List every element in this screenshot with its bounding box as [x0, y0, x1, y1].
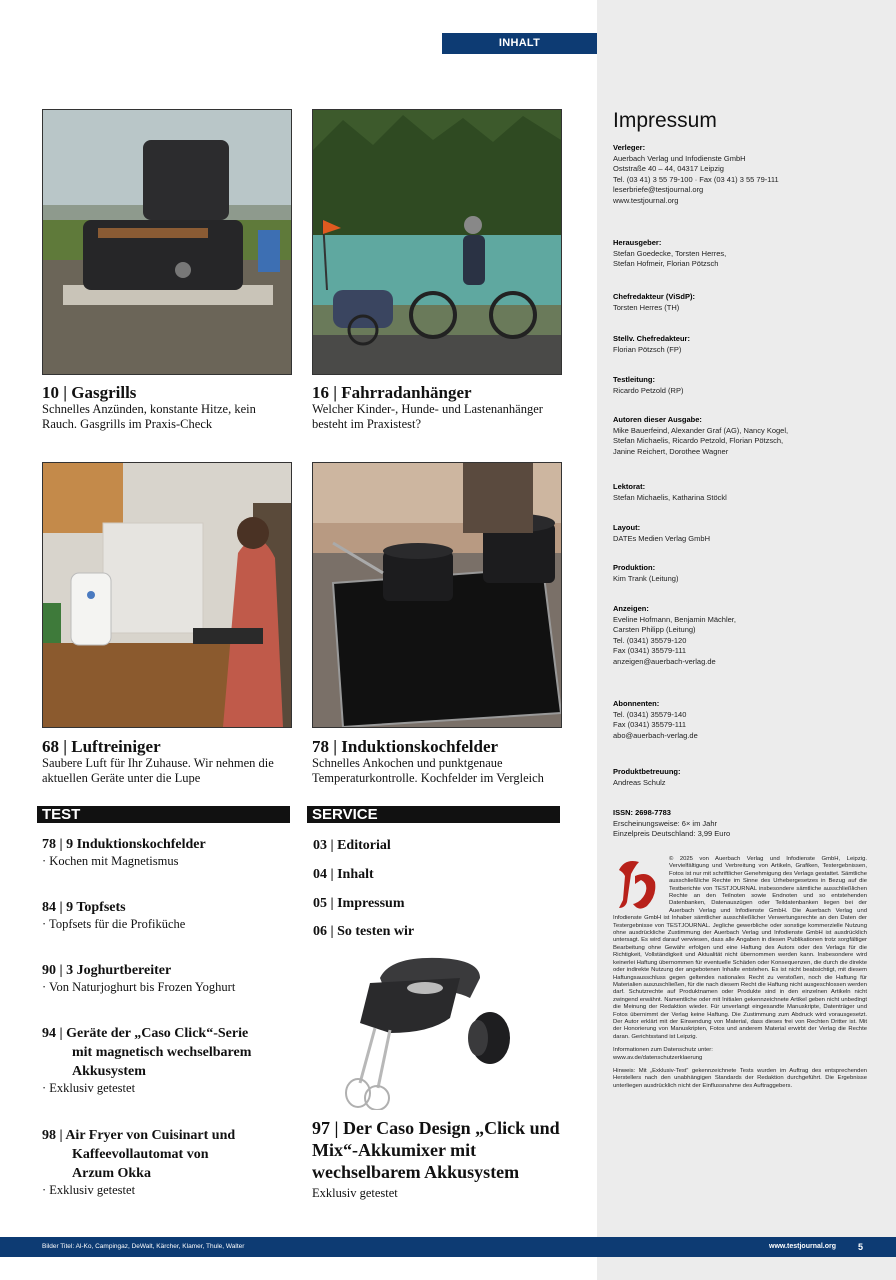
fahrradanhaenger-photo — [312, 109, 562, 375]
photo-credits: Bilder Titel: Al-Ko, Campingaz, DeWalt, Kärcher, Klamer, Thule, Walter — [42, 1243, 245, 1250]
test-entry-title: 84 | 9 Topfsets — [42, 900, 126, 915]
chefredakteur-block: Chefredakteur (ViSdP): Torsten Herres (TH) — [613, 292, 695, 312]
section-tab: INHALT — [442, 33, 597, 54]
service-heading: SERVICE — [307, 806, 560, 823]
produktbetreuung-block: Produktbetreuung: Andreas Schulz — [613, 767, 681, 787]
legal-notice: © 2025 von Auerbach Verlag und Infodienste GmbH, Leipzig. Vervielfältigung und Verbreitung von Artikeln, Grafiken, Testergebnissen, Fotos ist nur mit schriftlicher Genehmigung des Verlags gestattet. Sämtliche ausschließliche Rechte im Sinne des Urhebergesetzes in Bezug auf die Testberichte von TESTJOURNAL insbesondere sämtliche ausschließlichen Rechte an den Teilnoten sowie Endnoten und so entstehenden Datenbanken, Datenauszügen oder Teildatenbanken liegen bei der Auerbach Verlag und Infodienste GmbH. Die Auerbach Verlag und Infodienste GmbH ist Inhaber sämtlicher ausschließlicher Verwertungsrechte an den Daten der Testergebnisse von TESTJOURNAL. Jegliche gewerbliche oder sonstige kommerzielle Nutzung ohne ausdrückliche Zustimmung der Auerbach Verlag und Infodienste GmbH ist ausdrücklich untersagt. Es wird darauf verwiesen, dass alle Angaben in diesen Publikationen trotz sorgfältiger Bearbeitung ohne Gewähr erfolgen und eine Haftung des Autors oder des Verlags für die Richtigkeit, Vollständigkeit und Aktualität nicht übernommen werden kann. Insbesondere wird keinerlei Haftung übernommen für eventuelle Schäden oder Konsequenzen, die durch die direkte oder indirekte Nutzung der angebotenen Inhalte entstehen. Es ist nicht beabsichtigt, mit diesem Haftungsausschluss gegen geltendes nationales Recht zu verstoßen, noch die Haftung für Materialien auszuschließen, für die nach diesem Recht die Haftung nicht ausgeschlossen werden darf. Schutzrechte auf Produktnamen oder Produkte sind in den einzelnen Artikeln nicht zwingend erwähnt. Namentliche oder mit Initialen gekennzeichnete Artikel geben nicht unbedingt die Meinung der Redaktion wieder. Für unverlangt eingesandte Manuskripte, Datenträger und Fotos übernimmt der Verlag keine Haftung. Die Zustimmung zum Abdruck wird vorausgesetzt. Der Autor erklärt mit der Einsendung von Material, dass dieses frei von Rechten Dritter ist. Mit der Honorierung von Manuskripten, Fotos und anderem Material erwirbt der Verlag die Rechte daran. Gerichtsstand ist Leipzig. Informationen zum Datenschutz unter: www.av.de/datenschutzerklaerung Hinweis: Mit „Exklusiv-Test“ gekennzeichnete Tests wurden im Auftrag des entsprechenden Herstellers nach den unabhängigen Standards der Redaktion durchgeführt. Die Ergebnisse unterliegen ausdrücklich nicht der Einflussnahme des Auftraggebers. — [613, 856, 867, 1089]
layout-block: Layout: DATEs Medien Verlag GmbH — [613, 523, 710, 543]
test-entry-sub: · Topfsets für die Profiküche — [42, 917, 186, 931]
auerbach-logo-icon — [613, 856, 663, 912]
feature-text: Welcher Kinder-, Hunde- und Lastenanhänger besteht im Praxistest? — [312, 402, 543, 431]
test-heading: TEST — [37, 806, 290, 823]
service-item[interactable]: 05 | Impressum — [313, 896, 405, 911]
service-item[interactable]: 06 | So testen wir — [313, 924, 415, 939]
highlight-sub: Exklusiv getestet — [312, 1186, 398, 1200]
test-entry-sub: · Kochen mit Magnetismus — [42, 854, 179, 868]
test-entry[interactable] — [42, 898, 282, 932]
test-entry-title: 98 | Air Fryer von Cuisinart und Kaffeevollautomat von Arzum Okka — [42, 1128, 236, 1181]
feature-title: 16 | Fahrradanhänger — [312, 383, 472, 402]
handmixer-photo — [330, 948, 530, 1110]
test-entry-title: 94 | Geräte der „Caso Click“-Serie mit magnetisch wechselbarem Akkusystem — [42, 1026, 252, 1079]
issn-block: ISSN: 2698-7783 Erscheinungsweise: 6× im Jahr Einzelpreis Deutschland: 3,99 Euro — [613, 808, 731, 839]
page-number: 5 — [858, 1242, 864, 1252]
test-entry[interactable] — [42, 835, 282, 869]
luftreiniger-photo — [42, 462, 292, 728]
feature-title: 10 | Gasgrills — [42, 383, 137, 402]
herausgeber-block: Herausgeber: Stefan Goedecke, Torsten Herres, Stefan Hofmeir, Florian Pötzsch — [613, 238, 727, 269]
lektorat-block: Lektorat: Stefan Michaelis, Katharina Stöckl — [613, 482, 727, 502]
feature-title: 68 | Luftreiniger — [42, 737, 161, 756]
feature-text: Schnelles Ankochen und punktgenaue Temperaturkontrolle. Kochfelder im Vergleich — [312, 756, 544, 785]
feature-title: 78 | Induktionskochfelder — [312, 737, 499, 756]
test-entry-title: 78 | 9 Induktionskochfelder — [42, 837, 206, 852]
test-entry-sub: · Exklusiv getestet — [42, 1183, 136, 1197]
stellv-block: Stellv. Chefredakteur: Florian Pötzsch (FP) — [613, 334, 690, 354]
autoren-block: Autoren dieser Ausgabe: Mike Bauerfeind, Alexander Graf (AG), Nancy Kogel, Stefan Michaelis, Ricardo Petzold, Florian Pötzsch, Janine Reichert, Dorothee Wagner — [613, 415, 789, 456]
impressum-title: Impressum — [613, 109, 717, 132]
testleitung-block: Testleitung: Ricardo Petzold (RP) — [613, 375, 684, 395]
verleger-block: Verleger: Auerbach Verlag und Infodienste GmbH Oststraße 40 – 44, 04317 Leipzig Tel. (03 41) 3 55 79-100 · Fax (03 41) 3 55 79-111 leserbriefe@testjournal.org www.testjournal.org — [613, 143, 883, 207]
footer-bar — [0, 1237, 896, 1257]
test-entry-sub: · Exklusiv getestet — [42, 1081, 136, 1095]
test-entry[interactable] — [42, 1126, 282, 1198]
service-item[interactable]: 04 | Inhalt — [313, 867, 374, 882]
service-item[interactable]: 03 | Editorial — [313, 838, 391, 853]
abonnenten-block: Abonnenten: Tel. (0341) 35579-140 Fax (0341) 35579-111 abo@auerbach-verlag.de — [613, 699, 698, 740]
verleger-label: Verleger: — [613, 143, 646, 152]
gasgrill-photo — [42, 109, 292, 375]
test-entry-title: 90 | 3 Joghurtbereiter — [42, 963, 172, 978]
anzeigen-block: Anzeigen: Eveline Hofmann, Benjamin Mächler, Carsten Philipp (Leitung) Tel. (0341) 35579-120 Fax (0341) 35579-111 anzeigen@auerbach-verlag.de — [613, 604, 736, 666]
induktionskochfelder-photo — [312, 462, 562, 728]
test-entry-sub: · Von Naturjoghurt bis Frozen Yoghurt — [42, 980, 236, 994]
website-link[interactable]: www.testjournal.org — [769, 1243, 837, 1250]
produktion-block: Produktion: Kim Trank (Leitung) — [613, 563, 679, 583]
test-entry[interactable] — [42, 961, 282, 995]
feature-text: Saubere Luft für Ihr Zuhause. Wir nehmen die aktuellen Geräte unter die Lupe — [42, 756, 274, 785]
highlight-title[interactable]: 97 | Der Caso Design „Click und Mix“-Akkumixer mit wechselbarem Akkusystem — [312, 1118, 560, 1182]
test-entry[interactable] — [42, 1024, 282, 1096]
feature-text: Schnelles Anzünden, konstante Hitze, kein Rauch. Gasgrills im Praxis-Check — [42, 402, 256, 431]
